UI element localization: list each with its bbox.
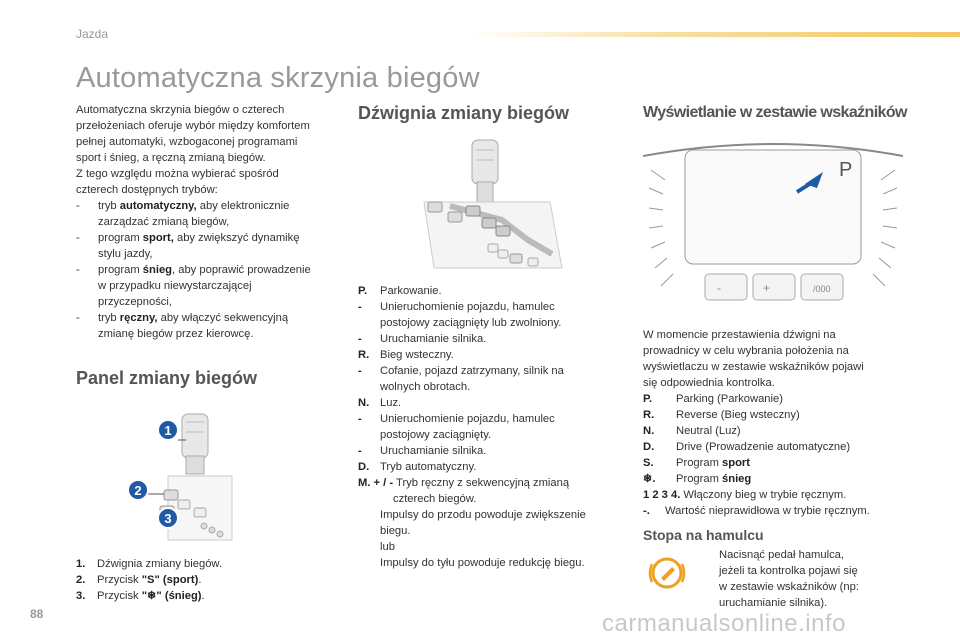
mode-cont: przyczepności,	[98, 296, 172, 308]
legend-number: 2.	[76, 574, 86, 586]
mode-cont: w przypadku niewystarczającej	[98, 280, 252, 292]
lever-row	[358, 443, 628, 459]
legend-number: 1.	[76, 558, 86, 570]
mode-name: ręczny,	[119, 312, 158, 324]
display-description	[643, 327, 913, 519]
row-text: Luz.	[380, 397, 402, 409]
mode-rest: , aby poprawić prowadzenie	[172, 264, 311, 276]
intro-block	[76, 102, 346, 342]
display-item	[643, 391, 913, 407]
item-bold: śnieg	[722, 473, 752, 485]
legend-item	[76, 572, 346, 588]
legend-text: Dźwignia zmiany biegów.	[97, 558, 222, 570]
intro-line: Z tego względu można wybierać spośród	[76, 168, 279, 180]
item-key: D.	[643, 441, 655, 453]
legend-bold: "S" (sport)	[141, 574, 199, 586]
display-intro-line: W momencie przestawienia dźwigni na	[643, 329, 836, 341]
lever-row	[358, 347, 628, 363]
page-number: 88	[30, 607, 44, 621]
item-text: Program	[676, 457, 723, 469]
mode-pre: tryb	[98, 312, 120, 324]
brake-line: w zestawie wskaźników (np:	[719, 581, 859, 593]
legend-number: 3.	[76, 590, 86, 602]
display-intro-line: się odpowiednia kontrolka.	[643, 377, 775, 389]
intro-line: przełożeniach oferuje wybór między komfortem	[76, 120, 310, 132]
gear-panel-illustration	[120, 412, 240, 550]
mode-pre: tryb	[98, 200, 120, 212]
svg-text:2: 2	[134, 483, 142, 498]
row-key: M. + / -	[358, 477, 394, 489]
row-key: -	[358, 365, 362, 377]
item-text: Drive (Prowadzenie automatyczne)	[676, 441, 851, 453]
mode-cont: stylu jazdy,	[98, 248, 153, 260]
lever-row	[358, 395, 628, 411]
row-key: -	[358, 333, 362, 345]
svg-text:3: 3	[164, 511, 172, 526]
row-cont: biegu.	[380, 525, 411, 537]
row-cont: wolnych obrotach.	[380, 381, 471, 393]
legend-item	[76, 556, 346, 572]
lever-bullet	[358, 507, 628, 555]
lever-heading: Dźwignia zmiany biegów	[358, 103, 570, 123]
item-key: ❄.	[643, 473, 656, 485]
row-cont: czterech biegów.	[393, 493, 477, 505]
mode-name: sport,	[142, 232, 174, 244]
brake-line: uruchamianie silnika).	[719, 597, 828, 609]
lever-gate-plate	[424, 202, 562, 268]
row-cont: postojowy zaciągnięty lub zwolniony.	[380, 317, 562, 329]
row-text: Unieruchomienie pojazdu, hamulec	[380, 413, 555, 425]
row-key: R.	[358, 349, 370, 361]
mode-item	[76, 230, 346, 262]
mode-name: automatyczny,	[119, 200, 197, 212]
brake-line: jeżeli ta kontrolka pojawi się	[719, 565, 858, 577]
item-bold: sport	[722, 457, 750, 469]
item-text: Neutral (Luz)	[676, 425, 741, 437]
legend-post: .	[198, 574, 202, 586]
mode-pre: program	[98, 264, 143, 276]
legend-text: Przycisk	[97, 574, 142, 586]
lever-row-manual	[358, 475, 628, 507]
item-text: Wartość nieprawidłowa w trybie ręcznym.	[665, 505, 870, 517]
brake-pedal-warning-icon	[648, 556, 686, 590]
gear-lever-drawing	[182, 414, 208, 474]
mode-item	[76, 198, 346, 230]
callout-badge-2	[128, 480, 148, 500]
cluster-screen	[685, 150, 861, 264]
panel-legend	[76, 556, 346, 604]
instrument-cluster-illustration	[643, 140, 903, 310]
display-invalid-line	[643, 503, 913, 519]
legend-text: Przycisk	[97, 590, 142, 602]
row-text: Parkowanie.	[380, 285, 442, 297]
gear-lever-illustration	[410, 136, 570, 276]
row-text: Unieruchomienie pojazdu, hamulec	[380, 301, 555, 313]
mode-item	[76, 310, 346, 342]
row-key: -	[358, 445, 362, 457]
item-key: P.	[643, 393, 653, 405]
display-gears-line	[643, 487, 913, 503]
legend-item	[76, 588, 346, 604]
dash: -	[76, 232, 80, 244]
row-cont: postojowy zaciągnięty.	[380, 429, 492, 441]
dash: -	[76, 312, 80, 324]
row-text: Impulsy do przodu powoduje zwiększenie	[380, 509, 586, 521]
brake-description	[697, 547, 907, 611]
lever-knob-drawing	[472, 140, 498, 208]
cluster-button-plus: +	[763, 281, 771, 295]
row-key: -	[358, 413, 362, 425]
lever-bullet	[358, 555, 628, 571]
mode-cont: zarządzać zmianą biegów,	[98, 216, 230, 228]
item-key: S.	[643, 457, 654, 469]
row-text: Bieg wsteczny.	[380, 349, 454, 361]
or-text: lub	[380, 541, 395, 553]
item-text: Włączony bieg w trybie ręcznym.	[680, 489, 847, 501]
page-title: Automatyczna skrzynia biegów	[76, 62, 480, 94]
lever-row	[358, 299, 628, 331]
callout-badge-1	[158, 420, 178, 440]
row-key: P.	[358, 285, 368, 297]
section-tag: Jazda	[76, 27, 109, 41]
lever-row	[358, 411, 628, 443]
row-text: Tryb automatyczny.	[380, 461, 477, 473]
brake-line: Nacisnąć pedał hamulca,	[719, 549, 844, 561]
row-text: Cofanie, pojazd zatrzymany, silnik na	[380, 365, 564, 377]
item-key: N.	[643, 425, 655, 437]
mode-name: śnieg	[142, 264, 173, 276]
item-text: Parking (Parkowanie)	[676, 393, 783, 405]
row-text: Uruchamianie silnika.	[380, 445, 487, 457]
dash: -	[76, 200, 80, 212]
display-heading: Wyświetlanie w zestawie wskaźników	[643, 104, 907, 121]
display-item	[643, 407, 913, 423]
lever-description	[358, 283, 628, 571]
brake-bullet	[697, 547, 907, 611]
item-key: 1 2 3 4.	[643, 489, 681, 501]
display-item	[643, 439, 913, 455]
row-text: Impulsy do tyłu powoduje redukcję biegu.	[380, 557, 585, 569]
row-key: -	[358, 301, 362, 313]
mode-rest: aby włączyć sekwencyjną	[157, 312, 289, 324]
svg-text:1: 1	[164, 423, 172, 438]
mode-cont: zmianę biegów przez kierowcę.	[98, 328, 254, 340]
cluster-button-reset: /000	[813, 284, 831, 294]
watermark: carmanualsonline.info	[602, 610, 846, 637]
lever-row	[358, 363, 628, 395]
row-key: D.	[358, 461, 370, 473]
row-text: Tryb ręczny z sekwencyjną zmianą	[396, 477, 570, 489]
intro-line: pełnej automatyki, wzbogaconej programami	[76, 136, 298, 148]
row-text: Uruchamianie silnika.	[380, 333, 487, 345]
item-text: Reverse (Bieg wsteczny)	[676, 409, 800, 421]
display-item	[643, 471, 913, 487]
item-key: -.	[643, 505, 650, 517]
callout-badge-3	[158, 508, 178, 528]
mode-item	[76, 262, 346, 310]
legend-post: .	[201, 590, 205, 602]
mode-rest: aby elektronicznie	[196, 200, 290, 212]
lever-row	[358, 331, 628, 347]
dash: -	[76, 264, 80, 276]
lever-row	[358, 459, 628, 475]
item-key: R.	[643, 409, 655, 421]
row-key: N.	[358, 397, 370, 409]
brake-heading: Stopa na hamulcu	[643, 527, 764, 543]
cluster-buttons	[705, 274, 843, 300]
display-item	[643, 455, 913, 471]
legend-bold: "❄" (śnieg)	[141, 590, 202, 602]
lever-row	[358, 283, 628, 299]
intro-line: sport i śnieg, a ręczną zmianą biegów.	[76, 152, 266, 164]
display-intro-line: prowadnicy w celu wybrania położenia na	[643, 345, 849, 357]
cluster-gear-indicator: P	[839, 159, 853, 181]
cluster-button-minus: -	[717, 281, 721, 295]
item-text: Program	[676, 473, 723, 485]
intro-line: Automatyczna skrzynia biegów o czterech	[76, 104, 285, 116]
mode-rest: aby zwiększyć dynamikę	[173, 232, 300, 244]
panel-heading: Panel zmiany biegów	[76, 368, 258, 388]
intro-line: czterech dostępnych trybów:	[76, 184, 218, 196]
mode-pre: program	[98, 232, 143, 244]
header-accent-bar	[470, 32, 960, 37]
display-item	[643, 423, 913, 439]
display-intro-line: wyświetlaczu w zestawie wskaźników pojawi	[643, 361, 864, 373]
